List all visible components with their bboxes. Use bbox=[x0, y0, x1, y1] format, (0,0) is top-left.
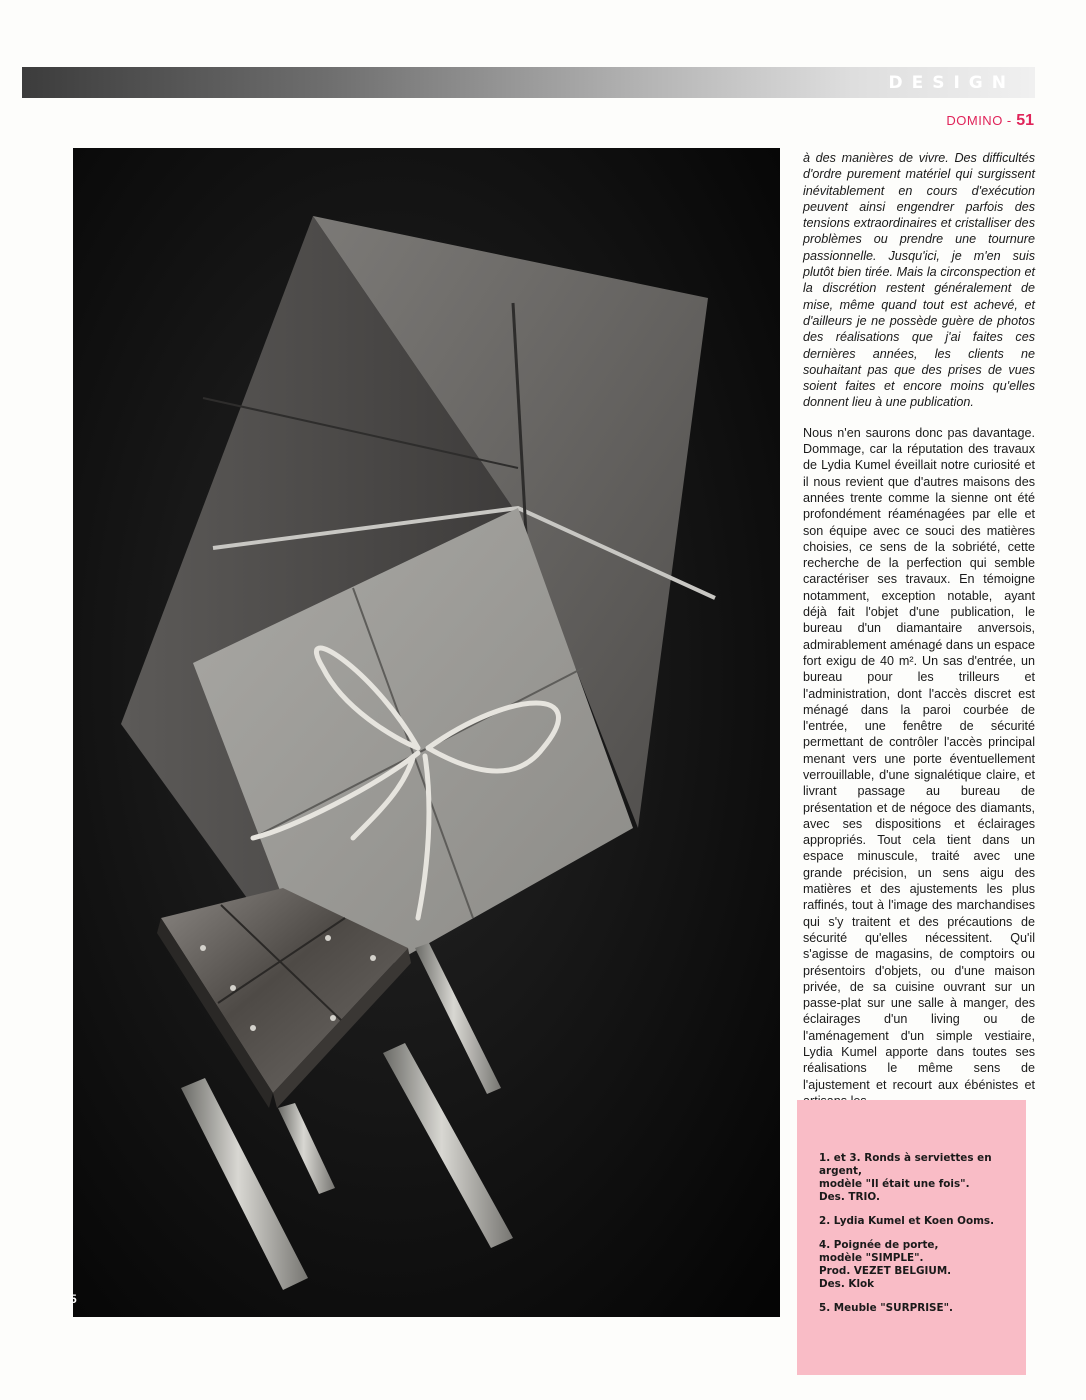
article-paragraph: Nous n'en saurons donc pas davantage. Dommage, car la réputation des travaux de Lydia Kumel éveillait notre curiosité et il nous revient que d'autres maisons des années trente comme la sienne ont été profondément réaménagées par elle et son équipe avec ce souci des matières choisies, ce sens de la sobriété, cette recherche de la perfection qui semble caractériser ses travaux. En témoigne notamment, exception notable, ayant déjà fait l'objet d'une publication, le bureau d'un diamantaire anversois, admirablement aménagé dans un espace fort exigu de 40 m². Un sas d'entrée, un bureau pour les trilleurs et l'administration, dont l'accès discret est ménagé dans la paroi courbée de l'entrée, une fenêtre de sécurité permettant de contrôler l'accès principal menant vers une porte éventuellement verrouillable, d'une signalétique claire, et livrant passage au bureau de présentation et de négoce des diamants, avec ses dispositions et éclairages appropriés. Tout cela tient dans un espace minuscule, traité avec une grande précision, un sens aigu des matières et des ajustements les plus raffinés, tout à l'image des marchandises qui s'y traitent et des précautions de sécurité qu'elles nécessitent. Qu'il s'agisse de magasins, de comptoirs ou présentoirs d'objets, ou d'une maison privée, de sa cuisine ouvrant sur un passe-plat sur une salle à manger, des éclairages d'un living ou de l'aménagement d'un simple vestiaire, Lydia Kumel apporte dans toutes ses réalisations le même sens de l'ajustement et recourt aux ébénistes et bbox=[803, 425, 1035, 1092]
caption-item: 5. Meuble "SURPRISE". bbox=[819, 1302, 954, 1314]
caption-list bbox=[819, 1152, 1009, 1326]
caption-item: 2. Lydia Kumel et Koen Ooms. bbox=[819, 1215, 995, 1227]
caption-item: 1. et 3. Ronds à serviettes en argent, modèle "Il était une fois". Des. TRIO. bbox=[819, 1152, 992, 1203]
furniture-photo bbox=[73, 148, 780, 1317]
article-text bbox=[803, 150, 1035, 1123]
magazine-name: DOMINO - bbox=[946, 113, 1012, 128]
gift-box-furniture-illustration bbox=[73, 148, 780, 1317]
section-title: DESIGN bbox=[888, 73, 1015, 93]
photo-number: 5 bbox=[70, 1292, 77, 1306]
section-header-bar bbox=[22, 67, 1035, 98]
caption-item: 4. Poignée de porte, modèle "SIMPLE". Prod. VEZET BELGIUM. Des. Klok bbox=[819, 1239, 952, 1290]
article-paragraph: à des manières de vivre. Des difficultés d'ordre purement matériel qui surgissent inévitablement en cours d'exécution peuvent ainsi engendrer parfois des tensions extraordinaires et cristalliser des problèmes ou prendre une tournure passionnelle. Jusqu'ici, je m'en suis plutôt bien tirée. Mais la circonspection et la discrétion restent généralement de mise, même quand tout est achevé, et d'ailleurs je ne possède guère de photos des réalisations que j'ai faites ces dernières années, les clients ne souhaitant pas que des prises de vues soient faites et encore moins qu'elles donnent lieu à une publication. bbox=[803, 151, 1035, 410]
page-number: 51 bbox=[1016, 112, 1034, 129]
caption-box bbox=[797, 1100, 1026, 1375]
page-folio bbox=[946, 112, 1034, 130]
